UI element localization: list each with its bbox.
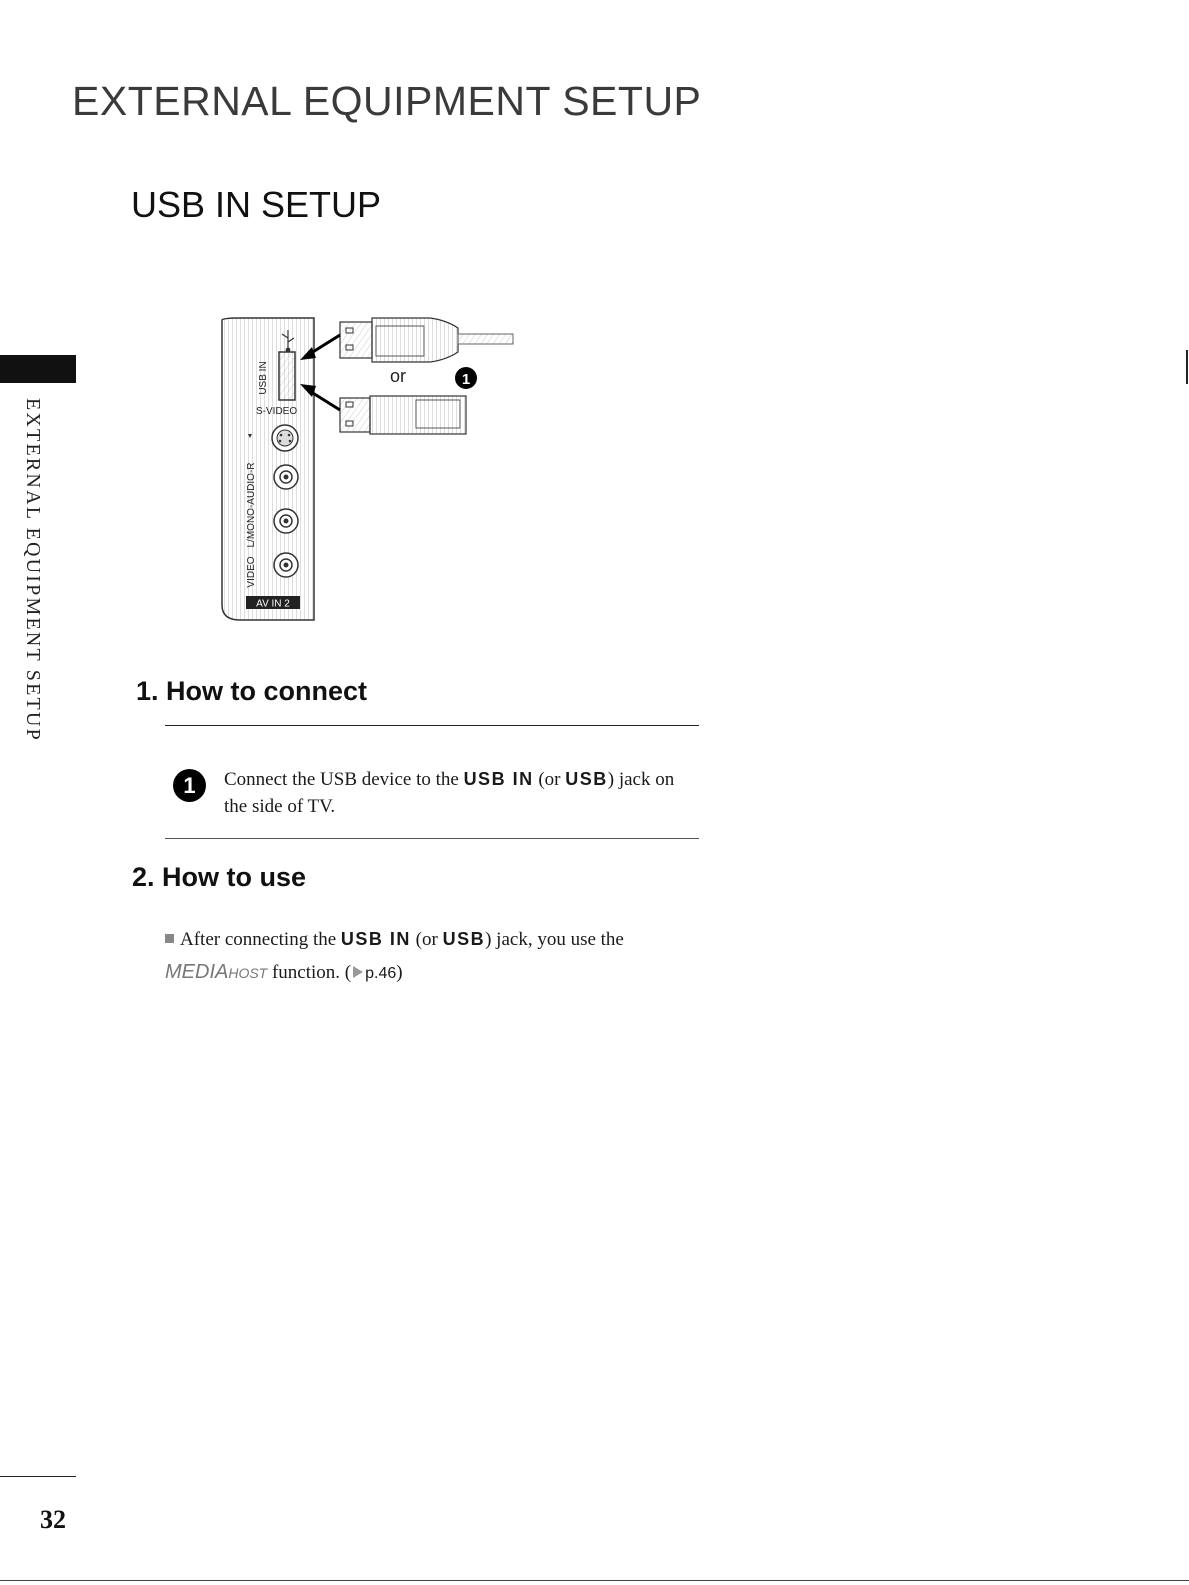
page-ref-arrow-icon xyxy=(353,966,363,978)
audio-label: L/MONO-AUDIO-R xyxy=(246,462,257,548)
s-video-label: S-VIDEO xyxy=(256,406,298,417)
audio-l-jack xyxy=(274,509,298,533)
mediahost-logo xyxy=(165,961,267,983)
step1-rule-top xyxy=(165,725,699,726)
callout-number: 1 xyxy=(461,371,471,388)
av-in-label: AV IN 2 xyxy=(256,598,290,610)
usb-in-label: USB IN xyxy=(258,361,269,395)
step2-text-pre: After connecting the xyxy=(180,929,341,950)
diagram-svg xyxy=(200,300,530,640)
step2-text-post: ) jack, you use the xyxy=(485,929,624,950)
video-jack xyxy=(274,553,298,577)
usb-memory-stick xyxy=(340,396,466,434)
side-tab-label-text: EXTERNAL EQUIPMENT SETUP xyxy=(22,398,44,742)
s-video-jack xyxy=(272,425,298,451)
video-label: VIDEO xyxy=(246,556,257,588)
usb-in-port xyxy=(279,352,295,400)
step2-heading: 2. How to use xyxy=(132,862,307,892)
edge-mark xyxy=(1186,350,1188,384)
footer-rule xyxy=(0,1476,76,1477)
mediahost-small: HOST xyxy=(228,965,268,981)
step1-rule-bottom xyxy=(165,838,699,839)
mediahost-main: MEDIA xyxy=(165,961,229,983)
step1-text-post: ) jack on the side of TV. xyxy=(224,769,675,817)
usb-cable-plug xyxy=(340,318,513,362)
page-number: 32 xyxy=(40,1505,66,1534)
audio-r-jack xyxy=(274,465,298,489)
step2-text-mid: (or xyxy=(410,929,443,950)
side-tab-marker xyxy=(0,355,76,383)
step1-text-pre: Connect the USB device to the xyxy=(224,769,464,790)
step2-keyword-usb-in: USB IN xyxy=(340,929,411,949)
bullet-square-icon xyxy=(165,934,174,943)
step2-keyword-usb: USB xyxy=(442,929,486,949)
page-title: EXTERNAL EQUIPMENT SETUP xyxy=(72,78,702,124)
step2-instruction xyxy=(165,923,705,990)
or-label: or xyxy=(390,366,407,386)
section-title: USB IN SETUP xyxy=(131,184,382,225)
step2-text-tail: function. ( xyxy=(267,962,352,983)
step1-keyword-usb-in: USB IN xyxy=(463,769,534,789)
step1-text-mid: (or xyxy=(533,769,566,790)
step1-keyword-usb: USB xyxy=(565,769,608,789)
step1-heading: 1. How to connect xyxy=(136,676,368,706)
step2-close: ) xyxy=(396,962,403,983)
step1-number-badge: 1 xyxy=(173,769,206,802)
bottom-edge-rule xyxy=(0,1580,1189,1581)
usb-connection-diagram xyxy=(200,300,530,640)
step1-instruction xyxy=(224,766,700,820)
page-reference: p.46 xyxy=(365,965,397,982)
